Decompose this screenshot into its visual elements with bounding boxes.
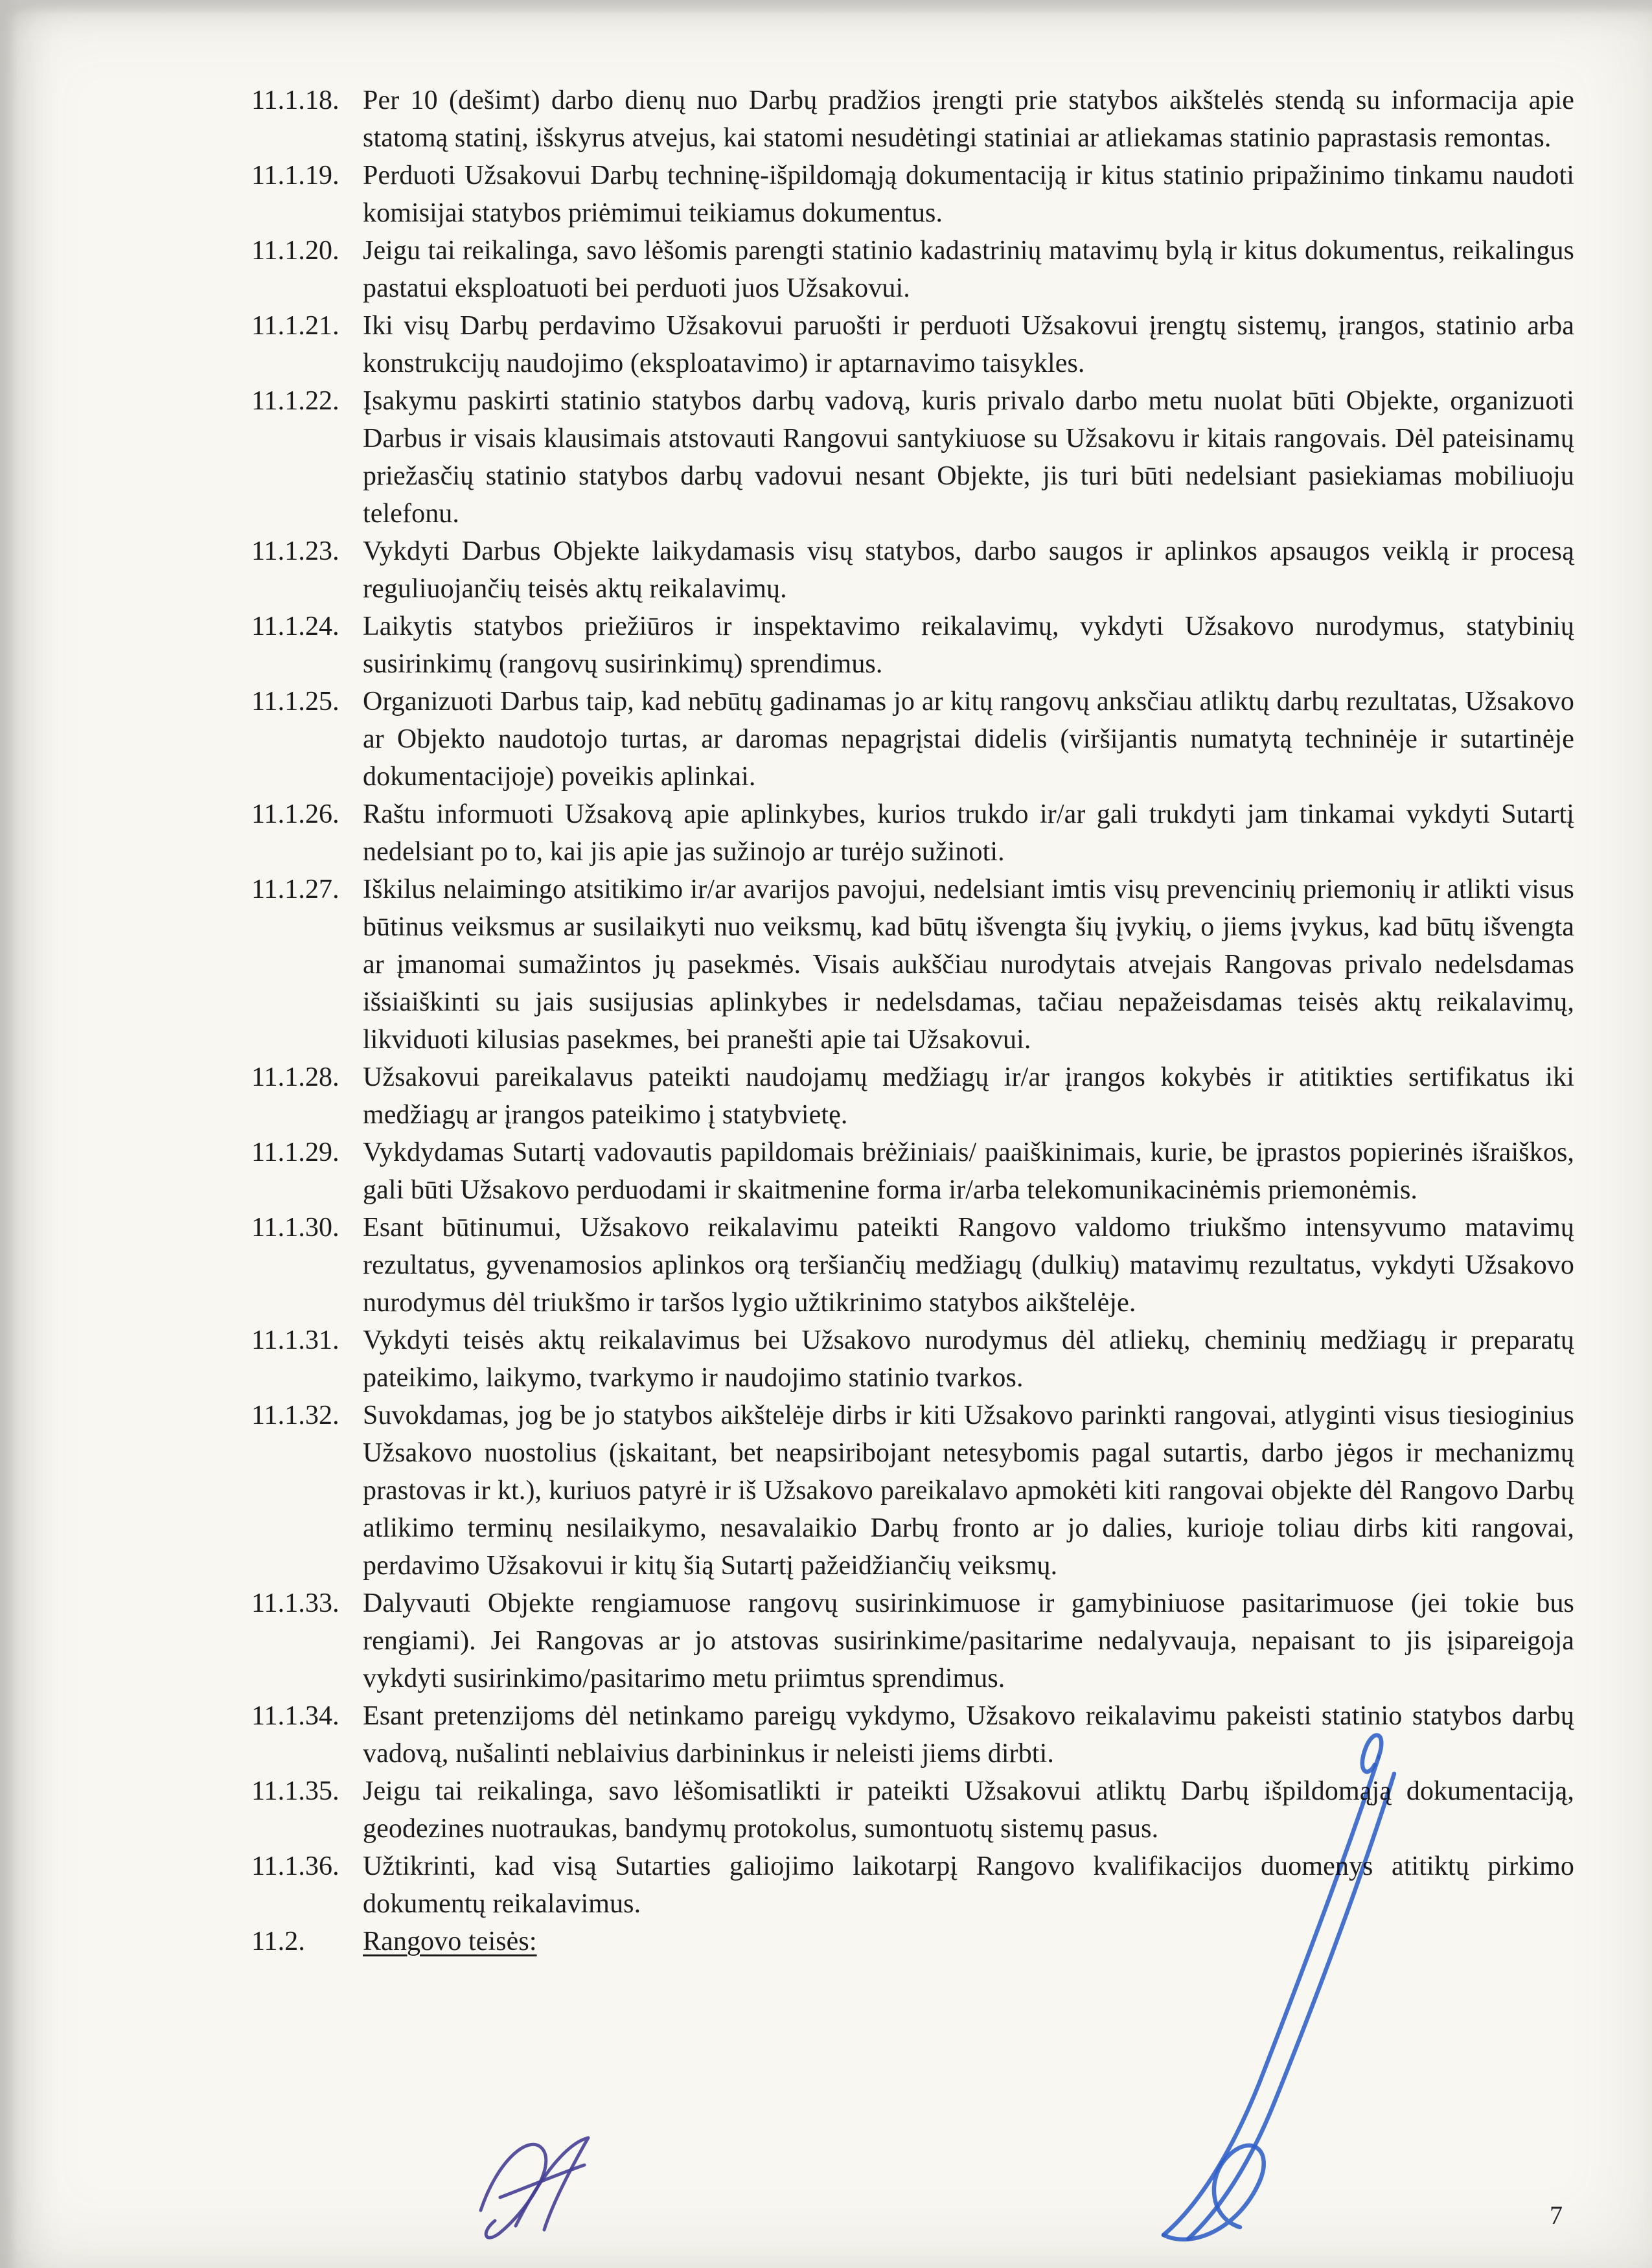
page-number: 7 — [1550, 2201, 1563, 2230]
clause-number: 11.1.23. — [251, 536, 339, 566]
clause-number: 11.1.18. — [251, 86, 339, 115]
clause-text: Jeigu tai reikalinga, savo lėšomis parengti statinio kadastrinių matavimų bylą ir kitus dokumentus, reikalingus pastatui eksploatuoti bei perduoti juos Užsakovui. — [363, 236, 1574, 303]
contract-clause — [251, 157, 1574, 232]
clause-text: Iki visų Darbų perdavimo Užsakovui paruošti ir perduoti Užsakovui įrengtų sistemų, įrangos, statinio arba konstrukcijų naudojimo (eksploatavimo) ir aptarnavimo taisykles. — [363, 311, 1574, 378]
contract-clause — [251, 1322, 1574, 1397]
clause-number: 11.1.28. — [251, 1062, 339, 1092]
clause-number: 11.1.30. — [251, 1213, 339, 1243]
clause-text: Užsakovui pareikalavus pateikti naudojamų medžiagų ir/ar įrangos kokybės ir atitikties sertifikatus iki medžiagų ar įrangos pateikimo į statybvietę. — [363, 1062, 1574, 1130]
contract-clause — [251, 871, 1574, 1059]
contract-clause — [251, 533, 1574, 608]
clause-text: Vykdyti teisės aktų reikalavimus bei Užsakovo nurodymus dėl atliekų, cheminių medžiagų ir preparatų pateikimo, laikymo, tvarkymo ir naudojimo statinio tvarkos. — [363, 1325, 1574, 1393]
clause-number: 11.1.36. — [251, 1851, 339, 1881]
contract-clause — [251, 608, 1574, 683]
clause-number: 11.1.25. — [251, 687, 339, 716]
contract-clause — [251, 82, 1574, 157]
clause-number: 11.1.22. — [251, 386, 339, 416]
contract-clause — [251, 1848, 1574, 1923]
clause-number: 11.1.32. — [251, 1401, 339, 1430]
contract-clause — [251, 232, 1574, 307]
contract-clause — [251, 1059, 1574, 1134]
contract-clause — [251, 1585, 1574, 1697]
clause-text: Esant būtinumui, Užsakovo reikalavimu pateikti Rangovo valdomo triukšmo intensyvumo matavimų rezultatus, gyvenamosios aplinkos orą teršiančių medžiagų (dulkių) matavimų rezultatus, vykdyti Užsakovo nurodymus dėl triukšmo ir taršos lygio užtikrinimo statybos aikštelėje. — [363, 1213, 1574, 1318]
contract-clause — [251, 1772, 1574, 1848]
clause-number: 11.1.27. — [251, 875, 339, 904]
clause-number: 11.1.35. — [251, 1776, 339, 1806]
clause-text: Laikytis statybos priežiūros ir inspektavimo reikalavimų, vykdyti Užsakovo nurodymus, statybinių susirinkimų (rangovų susirinkimų) sprendimus. — [363, 612, 1574, 679]
clause-number: 11.1.34. — [251, 1701, 339, 1731]
clause-text: Raštu informuoti Užsakovą apie aplinkybes, kurios trukdo ir/ar gali trukdyti jam tinkamai vykdyti Sutartį nedelsiant po to, kai jis apie jas sužinojo ar turėjo sužinoti. — [363, 799, 1574, 867]
contract-clause — [251, 1697, 1574, 1772]
contract-clause — [251, 1397, 1574, 1585]
contract-clause — [251, 796, 1574, 871]
clause-text: Suvokdamas, jog be jo statybos aikštelėje dirbs ir kiti Užsakovo parinkti rangovai, atlyginti visus tiesioginius Užsakovo nuostolius (įskaitant, bet neapsiribojant netesybomis pagal sutartis, darbo jėgos ir mechanizmų prastovas ir kt.), kuriuos patyrė ir iš Užsakovo pareikalavo apmokėti kiti rangovai objekte dėl Rangovo Darbų atlikimo terminų nesilaikymo, nesavalaikio Darbų fronto ar jo dalies, kurioje toliau dirbs kiti rangovai, perdavimo Užsakovui ir kitų šią Sutartį pažeidžiančių veiksmų. — [363, 1401, 1574, 1581]
clause-text: Per 10 (dešimt) darbo dienų nuo Darbų pradžios įrengti prie statybos aikštelės stendą su informacija apie statomą statinį, išskyrus atvejus, kai statomi nesudėtingi statiniai ar atliekamas statinio paprastasis remontas. — [363, 86, 1574, 153]
clause-number: 11.1.21. — [251, 311, 339, 341]
clause-text: Jeigu tai reikalinga, savo lėšomisatlikti ir pateikti Užsakovui atliktų Darbų išpildomąją dokumentaciją, geodezines nuotraukas, bandymų protokolus, sumontuotų sistemų pasus. — [363, 1776, 1574, 1844]
contract-clause — [251, 382, 1574, 533]
contract-clause — [251, 1923, 1574, 1960]
clause-number: 11.1.26. — [251, 799, 339, 829]
clause-number: 11.1.24. — [251, 612, 339, 641]
contract-clause — [251, 307, 1574, 382]
clause-text: Vykdyti Darbus Objekte laikydamasis visų statybos, darbo saugos ir aplinkos apsaugos veiklą ir procesą reguliuojančių teisės aktų reikalavimų. — [363, 536, 1574, 604]
contract-clause — [251, 1209, 1574, 1322]
clause-text: Įsakymu paskirti statinio statybos darbų vadovą, kuris privalo darbo metu nuolat būti Objekte, organizuoti Darbus ir visais klausimais atstovauti Rangovui santykiuose su Užsakovu ir kitais rangovais. Dėl pateisinamų priežasčių statinio statybos darbų vadovui nesant Objekte, jis turi būti nedelsiant pasiekiamas mobiliuoju telefonu. — [363, 386, 1574, 529]
clause-text: Vykdydamas Sutartį vadovautis papildomais brėžiniais/ paaiškinimais, kurie, be įprastos popierinės išraiškos, gali būti Užsakovo perduodami ir skaitmenine forma ir/arba telekomunikacinėmis priemonėmis. — [363, 1138, 1574, 1205]
clause-text: Esant pretenzijoms dėl netinkamo pareigų vykdymo, Užsakovo reikalavimu pakeisti statinio statybos darbų vadovą, nušalinti neblaivius darbininkus ir neleisti jiems dirbti. — [363, 1701, 1574, 1769]
clause-number: 11.2. — [251, 1927, 305, 1956]
scan-edge-top — [0, 0, 1652, 14]
contract-clause-list — [251, 82, 1574, 1960]
clause-number: 11.1.19. — [251, 161, 339, 190]
clause-number: 11.1.33. — [251, 1588, 339, 1618]
clause-number: 11.1.20. — [251, 236, 339, 266]
clause-text: Užtikrinti, kad visą Sutarties galiojimo laikotarpį Rangovo kvalifikacijos duomenys atitiktų pirkimo dokumentų reikalavimus. — [363, 1851, 1574, 1919]
clause-text: Dalyvauti Objekte rengiamuose rangovų susirinkimuose ir gamybiniuose pasitarimuose (jei tokie bus rengiami). Jei Rangovas ar jo atstovas susirinkime/pasitarime nedalyvauja, nepaisant to jis įsipareigoja vykdyti susirinkimo/pasitarimo metu priimtus sprendimus. — [363, 1588, 1574, 1693]
clause-text: Organizuoti Darbus taip, kad nebūtų gadinamas jo ar kitų rangovų anksčiau atliktų darbų rezultatas, Užsakovo ar Objekto naudotojo turtas, ar daromas nepagrįstai didelis (viršijantis numatytą techninėje ir sutartinėje dokumentacijoje) poveikis aplinkai. — [363, 687, 1574, 792]
clause-number: 11.1.31. — [251, 1325, 339, 1355]
clause-text: Rangovo teisės: — [363, 1927, 537, 1956]
contract-clause — [251, 683, 1574, 796]
scan-edge-left — [0, 0, 17, 2268]
contract-clause — [251, 1134, 1574, 1209]
clause-text: Perduoti Užsakovui Darbų techninę-išpildomąją dokumentaciją ir kitus statinio pripažinimo tinkamu naudoti komisijai statybos priėmimui teikiamus dokumentus. — [363, 161, 1574, 228]
clause-text: Iškilus nelaimingo atsitikimo ir/ar avarijos pavojui, nedelsiant imtis visų prevencinių priemonių ir atlikti visus būtinus veiksmus ar susilaikyti nuo veiksmų, kad būtų išvengta šių įvykių, o jiems įvykus, kad būtų išvengta ar įmanomai sumažintos jų pasekmės. Visais aukščiau nurodytais atvejais Rangovas privalo nedelsdamas išsiaiškinti su jais susijusias aplinkybes ir nedelsdamas, tačiau nepažeisdamas teisės aktų reikalavimų, likviduoti kilusias pasekmes, bei pranešti apie tai Užsakovui. — [363, 875, 1574, 1055]
clause-number: 11.1.29. — [251, 1138, 339, 1167]
